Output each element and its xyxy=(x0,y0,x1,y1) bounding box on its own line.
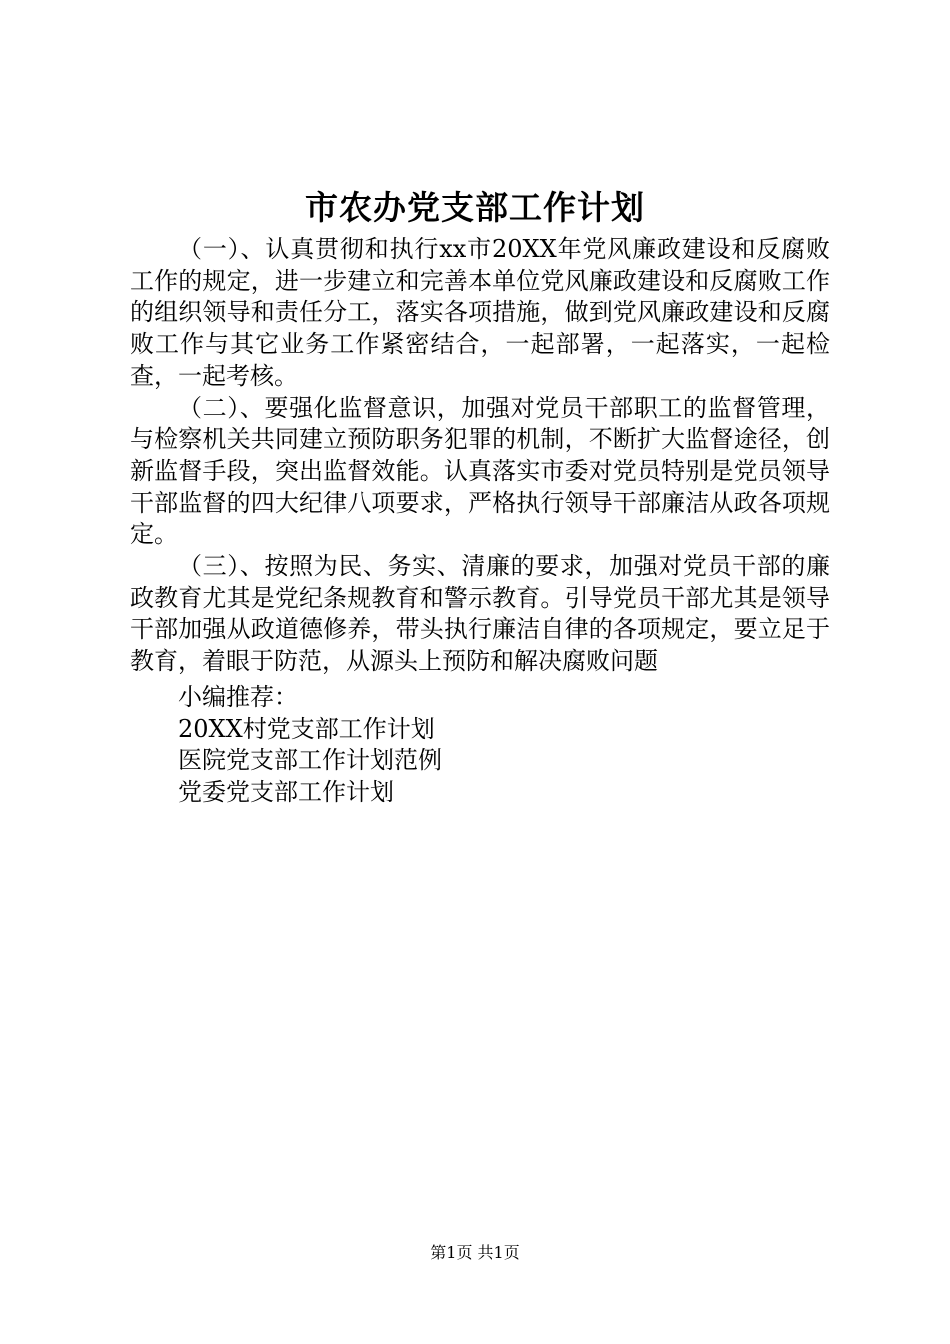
page-footer: 第1页 共1页 xyxy=(430,1243,520,1262)
paragraph-2: （二）、要强化监督意识，加强对党员干部职工的监督管理，与检察机关共同建立预防职务犯罪的机制，不断扩大监督途径，创新监督手段，突出监督效能。认真落实市委对党员特别是党员领导干部监督的四大纪律八项要求，严格执行领导干部廉洁从政各项规定。 xyxy=(130,393,830,549)
recommend-item-3[interactable]: 党委党支部工作计划 xyxy=(178,777,394,806)
recommend-section xyxy=(130,682,830,809)
recommend-label: 小编推荐： xyxy=(178,682,298,711)
recommend-item-1[interactable]: 20XX村党支部工作计划 xyxy=(178,714,435,743)
document-title: 市农办党支部工作计划 xyxy=(305,188,645,227)
paragraph-3: （三）、按照为民、务实、清廉的要求，加强对党员干部的廉政教育尤其是党纪条规教育和警示教育。引导党员干部尤其是领导干部加强从政道德修养，带头执行廉洁自律的各项规定，要立足于教育，着眼于防范，从源头上预防和解决腐败问题 xyxy=(130,552,830,676)
paragraph-1: （一）、认真贯彻和执行xx市20XX年党风廉政建设和反腐败工作的规定，进一步建立和完善本单位党风廉政建设和反腐败工作的组织领导和责任分工，落实各项措施，做到党风廉政建设和反腐败工作与其它业务工作紧密结合，一起部署，一起落实，一起检查，一起考核。 xyxy=(130,235,830,390)
document-body xyxy=(130,234,830,809)
recommend-item-2[interactable]: 医院党支部工作计划范例 xyxy=(178,746,442,775)
